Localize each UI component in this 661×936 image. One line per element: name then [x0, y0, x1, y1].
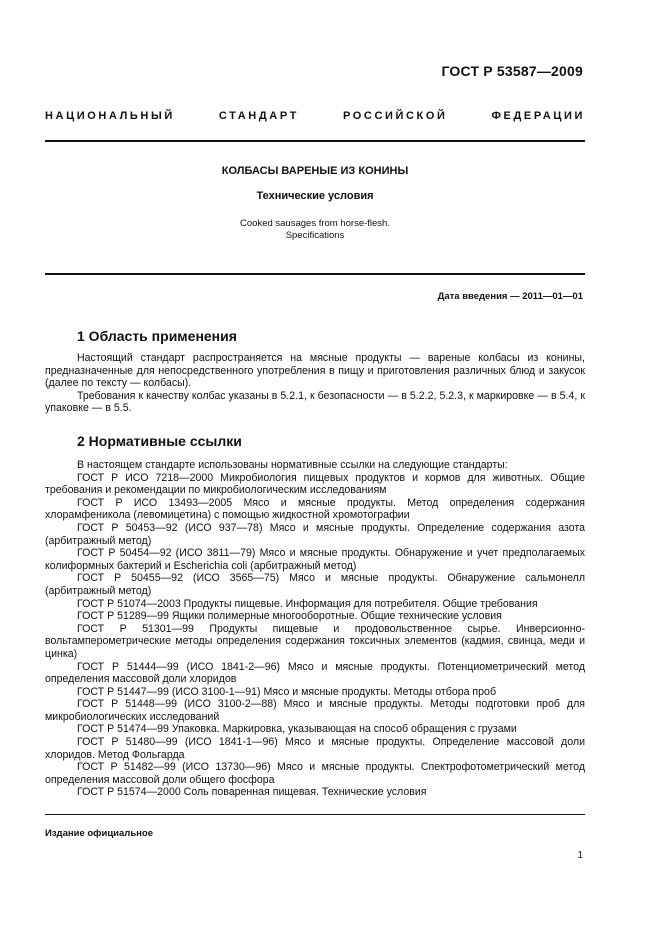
reference-item: ГОСТ Р 51448—99 (ИСО 3100-2—88) Мясо и мясные продукты. Методы подготовки проб для микробиологических исследований	[45, 698, 585, 723]
reference-item: ГОСТ Р 51447—99 (ИСО 3100-1—91) Мясо и мясные продукты. Методы отбора проб	[77, 685, 497, 698]
paragraph: Настоящий стандарт распространяется на мясные продукты — вареные колбасы из конины, предназначенные для непосредственного употребления в пищу и приготовления различных блюд и закусок (далее по тексту — колбасы).	[45, 352, 585, 390]
reference-item: ГОСТ Р ИСО 13493—2005 Мясо и мясные продукты. Метод определения содержания хлорамфеникола (левомицетина) с помощью жидкостной хромотографии	[45, 496, 585, 522]
reference-item: ГОСТ Р 51482—99 (ИСО 13730—96) Мясо и мясные продукты. Спектрофотометрический метод определения массовой доли общего фосфора	[45, 761, 585, 786]
section-body-references	[45, 459, 585, 799]
reference-item: ГОСТ Р 51474—99 Упаковка. Маркировка, указывающая на способ обращения с грузами	[77, 723, 517, 736]
reference-item: ГОСТ Р 50453—92 (ИСО 937—78) Мясо и мясные продукты. Определение содержания азота (арбитражный метод)	[45, 521, 585, 547]
reference-item: ГОСТ Р 51289—99 Ящики полимерные многооборотные. Общие технические условия	[77, 610, 502, 623]
section-heading-scope: 1 Область применения	[77, 328, 237, 344]
english-title: Cooked sausages from horse-flesh.	[240, 218, 390, 229]
reference-item: ГОСТ Р 50455—92 (ИСО 3565—75) Мясо и мясные продукты. Обнаружение сальмонелл (арбитражный метод)	[45, 572, 585, 597]
reference-item: ГОСТ Р 51480—99 (ИСО 1841-1—96) Мясо и мясные продукты. Определение массовой доли хлоридов. Метод Фольгарда	[45, 736, 585, 761]
page-number: 1	[577, 850, 583, 861]
section-heading-references: 2 Нормативные ссылки	[77, 433, 242, 449]
footer-rule	[45, 814, 585, 815]
national-standard-banner: НАЦИОНАЛЬНЫЙ СТАНДАРТ РОССИЙСКОЙ ФЕДЕРАЦИИ	[45, 110, 585, 122]
reference-item: ГОСТ Р 51574—2000 Соль поваренная пищевая. Технические условия	[77, 786, 427, 799]
edition-note: Издание официальное	[45, 828, 153, 839]
reference-item: ГОСТ Р 51301—99 Продукты пищевые и продовольственное сырье. Инверсионно-вольтамперометрические методы определения содержания токсичных элементов (кадмия, свинца, меди и цинка)	[45, 622, 585, 660]
document-subtitle: Технические условия	[256, 190, 374, 202]
section-body-scope	[45, 352, 585, 415]
document-title: КОЛБАСЫ ВАРЕНЫЕ ИЗ КОНИНЫ	[221, 165, 409, 177]
paragraph: В настоящем стандарте использованы нормативные ссылки на следующие стандарты:	[77, 459, 508, 471]
reference-item: ГОСТ Р 50454—92 (ИСО 3811—79) Мясо и мясные продукты. Обнаружение и учет предполагаемых колиформных бактерий и Escherichia coli (арбитражный метод)	[45, 547, 585, 572]
header-rule	[45, 140, 585, 142]
reference-item: ГОСТ Р 51074—2003 Продукты пищевые. Информация для потребителя. Общие требования	[77, 597, 538, 610]
reference-item: ГОСТ Р ИСО 7218—2000 Микробиология пищевых продуктов и кормов для животных. Общие требования и рекомендации по микробиологическим исследованиям	[45, 471, 585, 497]
english-subtitle: Specifications	[285, 230, 345, 241]
paragraph: Требования к качеству колбас указаны в 5.2.1, к безопасности — в 5.2.2, 5.2.3, к маркировке — в 5.4, к упаковке — в 5.5.	[45, 389, 585, 415]
reference-item: ГОСТ Р 51444—99 (ИСО 1841-2—96) Мясо и мясные продукты. Потенциометрический метод определения массовой доли хлоридов	[45, 660, 585, 686]
title-block-rule	[45, 273, 585, 275]
document-code: ГОСТ Р 53587—2009	[441, 63, 583, 79]
introduction-date: Дата введения — 2011—01—01	[437, 291, 583, 302]
